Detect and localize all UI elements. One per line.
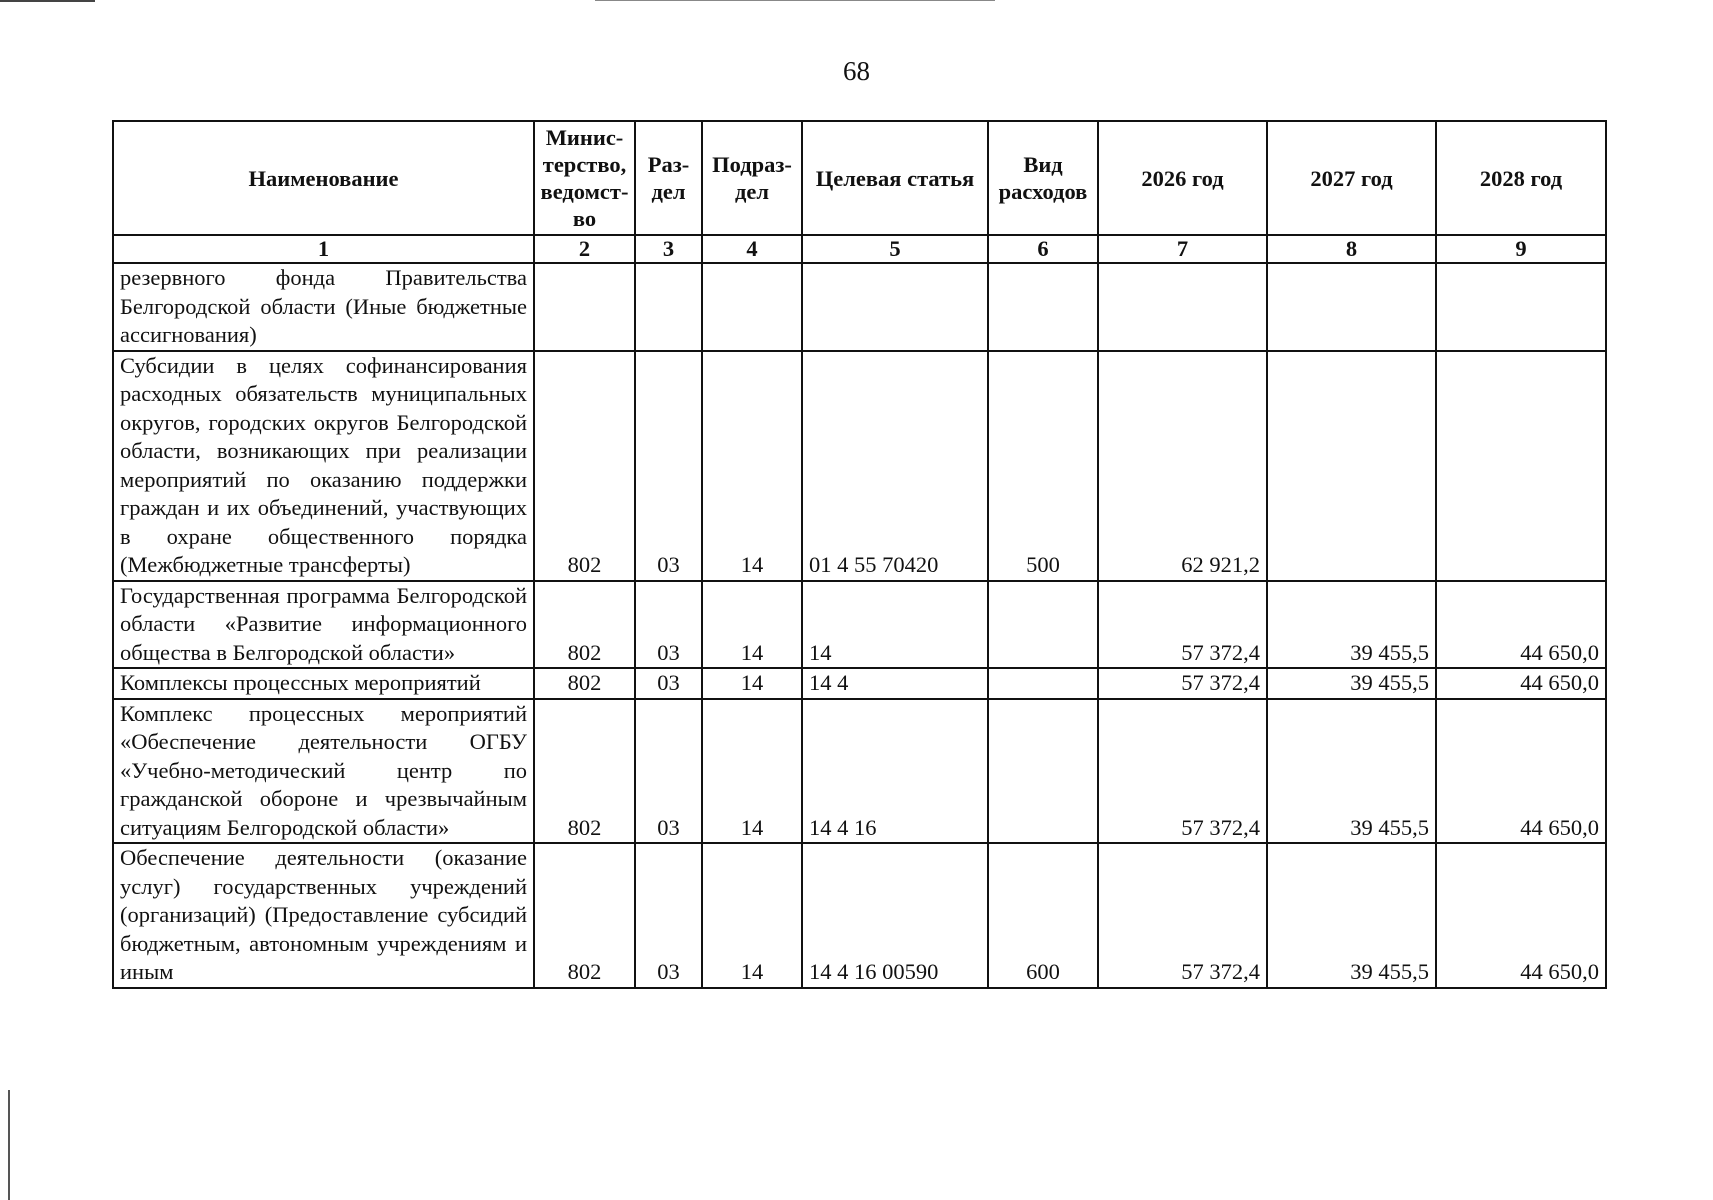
row-expense-type: [988, 668, 1098, 699]
row-amount-2028: 44 650,0: [1436, 581, 1606, 669]
scan-artifact-edge: [8, 1090, 10, 1200]
row-amount-2026: 57 372,4: [1098, 581, 1267, 669]
row-expense-type: 600: [988, 843, 1098, 988]
column-number: 3: [635, 235, 702, 263]
row-name: Обеспечение деятельности (оказание услуг) государственных учреждений (организаций) (Предоставление субсидий бюджетным, автономным учреждениям и иным: [113, 843, 534, 988]
row-subsection: 14: [702, 843, 802, 988]
table-row: [113, 668, 1606, 699]
column-number: 8: [1267, 235, 1436, 263]
column-number: 9: [1436, 235, 1606, 263]
row-amount-2028: 44 650,0: [1436, 699, 1606, 844]
row-target-article: 14 4 16 00590: [802, 843, 988, 988]
row-ministry: [534, 263, 635, 351]
header-section: Раз-дел: [635, 121, 702, 235]
row-amount-2027: 39 455,5: [1267, 843, 1436, 988]
scan-artifact-line: [0, 0, 95, 2]
row-section: 03: [635, 668, 702, 699]
header-ministry: Минис-терство, ведомст-во: [534, 121, 635, 235]
header-name: Наименование: [113, 121, 534, 235]
row-subsection: 14: [702, 351, 802, 581]
column-number: 6: [988, 235, 1098, 263]
table-row: [113, 351, 1606, 581]
row-name: Субсидии в целях софинансирования расходных обязательств муниципальных округов, городских округов Белгородской области, возникающих при реализации мероприятий по оказанию поддержки граждан и их объединений, участвующих в охране общественного порядка (Межбюджетные трансферты): [113, 351, 534, 581]
row-target-article: 14 4 16: [802, 699, 988, 844]
row-amount-2027: 39 455,5: [1267, 668, 1436, 699]
header-2027: 2027 год: [1267, 121, 1436, 235]
page-number: 68: [843, 56, 870, 86]
row-amount-2027: 39 455,5: [1267, 699, 1436, 844]
table-row: [113, 263, 1606, 351]
row-amount-2026: [1098, 263, 1267, 351]
column-number-row: [113, 235, 1606, 263]
row-subsection: 14: [702, 668, 802, 699]
row-ministry: 802: [534, 668, 635, 699]
header-expense-type: Вид расходов: [988, 121, 1098, 235]
row-name: Государственная программа Белгородской области «Развитие информационного общества в Белгородской области»: [113, 581, 534, 669]
column-number: 7: [1098, 235, 1267, 263]
header-2028: 2028 год: [1436, 121, 1606, 235]
header-row: [113, 121, 1606, 235]
row-subsection: 14: [702, 581, 802, 669]
row-amount-2026: 62 921,2: [1098, 351, 1267, 581]
row-section: 03: [635, 699, 702, 844]
column-number: 2: [534, 235, 635, 263]
row-amount-2028: 44 650,0: [1436, 843, 1606, 988]
row-ministry: 802: [534, 351, 635, 581]
scan-artifact-line: [595, 0, 995, 1]
row-target-article: 01 4 55 70420: [802, 351, 988, 581]
column-number: 5: [802, 235, 988, 263]
row-amount-2026: 57 372,4: [1098, 668, 1267, 699]
header-target-article: Целевая статья: [802, 121, 988, 235]
header-subsection: Подраз-дел: [702, 121, 802, 235]
row-amount-2026: 57 372,4: [1098, 699, 1267, 844]
column-number: 1: [113, 235, 534, 263]
row-expense-type: [988, 263, 1098, 351]
row-expense-type: 500: [988, 351, 1098, 581]
row-ministry: 802: [534, 699, 635, 844]
row-name: резервного фонда Правительства Белгородской области (Иные бюджетные ассигнования): [113, 263, 534, 351]
table-row: [113, 843, 1606, 988]
row-target-article: [802, 263, 988, 351]
row-amount-2028: 44 650,0: [1436, 668, 1606, 699]
column-number: 4: [702, 235, 802, 263]
table-row: [113, 581, 1606, 669]
row-ministry: 802: [534, 581, 635, 669]
header-2026: 2026 год: [1098, 121, 1267, 235]
row-amount-2028: [1436, 263, 1606, 351]
budget-table: [112, 120, 1607, 989]
row-amount-2027: [1267, 351, 1436, 581]
row-section: 03: [635, 581, 702, 669]
row-amount-2026: 57 372,4: [1098, 843, 1267, 988]
row-target-article: 14: [802, 581, 988, 669]
row-subsection: [702, 263, 802, 351]
row-expense-type: [988, 581, 1098, 669]
row-ministry: 802: [534, 843, 635, 988]
row-amount-2027: [1267, 263, 1436, 351]
row-subsection: 14: [702, 699, 802, 844]
row-name: Комплексы процессных мероприятий: [113, 668, 534, 699]
row-expense-type: [988, 699, 1098, 844]
row-target-article: 14 4: [802, 668, 988, 699]
row-amount-2028: [1436, 351, 1606, 581]
row-section: 03: [635, 843, 702, 988]
row-amount-2027: 39 455,5: [1267, 581, 1436, 669]
row-section: [635, 263, 702, 351]
table-row: [113, 699, 1606, 844]
row-name: Комплекс процессных мероприятий «Обеспечение деятельности ОГБУ «Учебно-методический центр по гражданской обороне и чрезвычайным ситуациям Белгородской области»: [113, 699, 534, 844]
row-section: 03: [635, 351, 702, 581]
